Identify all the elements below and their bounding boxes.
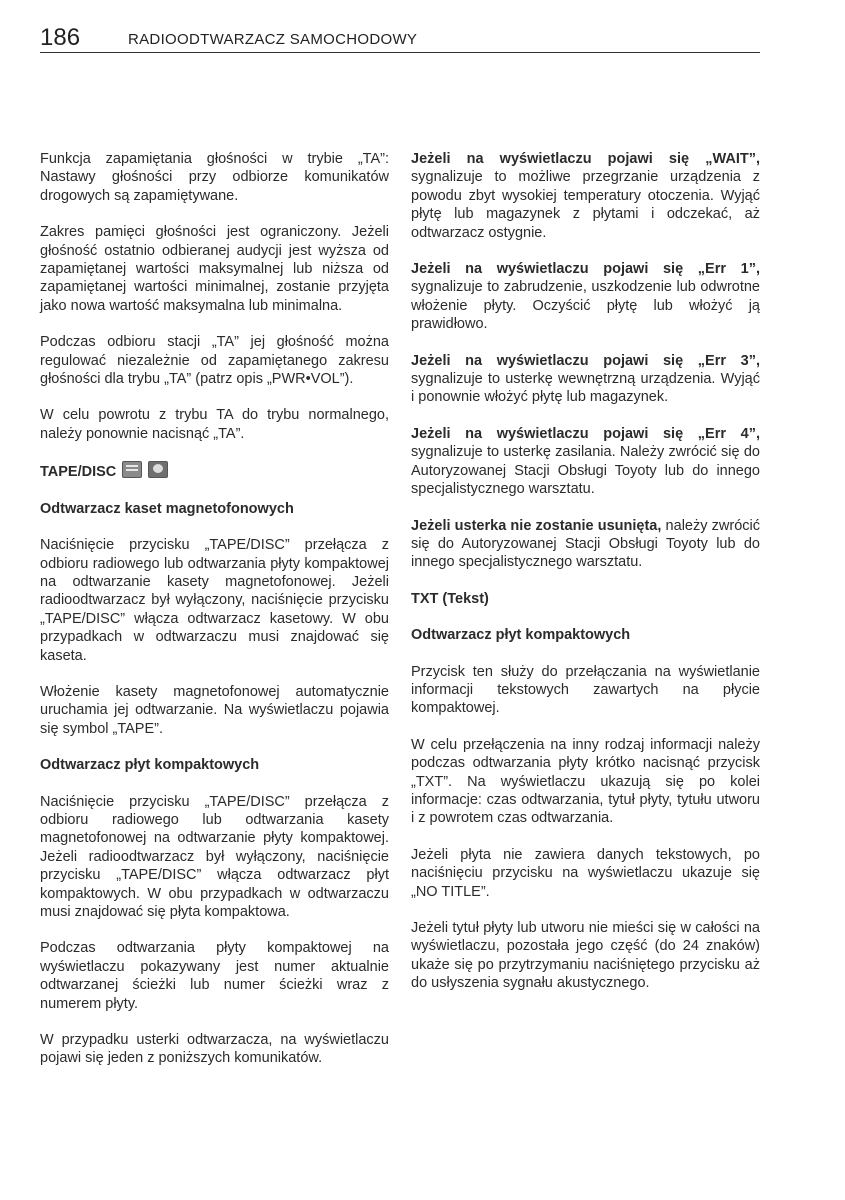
paragraph-fault-persists (411, 517, 760, 572)
paragraph-long-title: Jeżeli tytuł płyty lub utworu nie mieści się w całości na wyświetlaczu, pozostała jego część (do 24 znaków) ukaże się po przytrzymaniu naciśniętego przycisku aż do usłyszenia sygnału akustycznego. (411, 920, 760, 992)
heading-txt: TXT (Tekst) (411, 590, 489, 607)
err3-body: sygnalizuje to usterkę wewnętrzną urządzenia. Wyjąć i ponownie włożyć płytę lub magazynek. (411, 371, 760, 406)
page-number: 186 (40, 24, 81, 51)
paragraph-no-title: Jeżeli płyta nie zawiera danych tekstowych, po naciśnięciu przycisku na wyświetlaczu ukazuje się „NO TITLE”. (411, 846, 760, 900)
err1-lead: Jeżeli na wyświetlaczu pojawi się „Err 1”, (411, 261, 760, 278)
paragraph-tape-insert: Włożenie kasety magnetofonowej automatycznie uruchamia jej odtwarzanie. Na wyświetlaczu pojawia się symbol „TAPE”. (40, 683, 389, 737)
page-header (40, 24, 760, 52)
tape-disc-label: TAPE/DISC (40, 464, 117, 481)
err3-lead: Jeżeli na wyświetlaczu pojawi się „Err 3”, (411, 352, 760, 369)
left-column (40, 150, 389, 1068)
wait-body: sygnalizuje to możliwe przegrzanie urządzenia z powodu zbyt wysokiej temperatury otoczenia. Wyjąć płytę lub magazynek z płytami i odczekać, aż odtwarzacz ostygnie. (411, 169, 760, 241)
fault-lead: Jeżeli usterka nie zostanie usunięta, (411, 517, 662, 534)
paragraph-err4 (411, 425, 760, 499)
header-title: RADIOODTWARZACZ SAMOCHODOWY (128, 31, 418, 48)
paragraph-txt-cycle: W celu przełączenia na inny rodzaj informacji należy podczas odtwarzania płyty krótko nacisnąć przycisk „TXT”. Na wyświetlaczu ukazują się po kolei informacje: czas odtwarzania, tytuł płyty, tytułu utworu i z powrotem czas odtwarzania. (411, 736, 760, 827)
header-rule (40, 52, 760, 53)
paragraph-cd-track-display: Podczas odtwarzania płyty kompaktowej na wyświetlaczu pokazywany jest numer aktualnie odtwarzanej ścieżki lub numer ścieżki wraz z numerem płyty. (40, 940, 389, 1012)
paragraph-wait (411, 150, 760, 242)
err4-body: sygnalizuje to usterkę zasilania. Należy zwrócić się do Autoryzowanej Stacji Obsługi Toyoty lub do innego specjalistycznego warsztatu. (411, 444, 760, 498)
paragraph-ta-volume-memory: Funkcja zapamiętania głośności w trybie „TA”: Nastawy głośności przy odbiorze komunikatów drogowych są zapamiętywane. (40, 151, 389, 204)
paragraph-err1 (411, 260, 760, 334)
err4-lead: Jeżeli na wyświetlaczu pojawi się „Err 4”, (411, 425, 760, 442)
disc-button-icon (148, 461, 168, 478)
heading-cd-player-txt: Odtwarzacz płyt kompaktowych (411, 627, 631, 644)
heading-cassette-player: Odtwarzacz kaset magnetofonowych (40, 500, 294, 517)
tape-disc-heading (40, 461, 389, 481)
paragraph-tape-switch: Naciśnięcie przycisku „TAPE/DISC” przełącza z odbioru radiowego lub odtwarzania płyty kompaktowej na odtwarzanie kasety magnetofonowej. Jeżeli radioodtwarzacz był wyłączony, naciśnięcie przycisku „TAPE/DISC” włącza odtwarzacz kasetowy. W obu przypadkach w odtwarzaczu musi znajdować się kaseta. (40, 537, 389, 664)
paragraph-ta-return: W celu powrotu z trybu TA do trybu normalnego, należy ponownie nacisnąć „TA”. (40, 407, 389, 442)
paragraph-cd-switch: Naciśnięcie przycisku „TAPE/DISC” przełącza z odbioru radiowego lub odtwarzania kasety magnetofonowej na odtwarzanie płyty kompaktowej. Jeżeli radioodtwarzacz był wyłączony, naciśnięcie przycisku „TAPE/DISC” włącza odtwarzacz płyt kompaktowych. W obu przypadkach w odtwarzaczu musi znajdować się płyta kompaktowa. (40, 793, 389, 920)
fault-body: należy zwrócić się do Autoryzowanej Stacji Obsługi Toyoty lub do innego specjalistycznego warsztatu. (411, 517, 760, 571)
paragraph-volume-range: Zakres pamięci głośności jest ograniczony. Jeżeli głośność ostatnio odbieranej audycji jest wyższa od zapamiętanej wartości maksymalnej lub niższa od zapamiętanej wartości minimalnej, zostanie przyjęta jako nowa wartość maksymalna lub minimalna. (40, 224, 389, 314)
right-column (411, 150, 760, 993)
wait-lead: Jeżeli na wyświetlaczu pojawi się „WAIT”, (411, 151, 760, 167)
paragraph-txt-purpose: Przycisk ten służy do przełączania na wyświetlanie informacji tekstowych zawartych na płycie kompaktowej. (411, 663, 760, 717)
paragraph-player-fault: W przypadku usterki odtwarzacza, na wyświetlaczu pojawi się jeden z poniższych komunikatów. (40, 1032, 389, 1067)
heading-cd-player: Odtwarzacz płyt kompaktowych (40, 757, 260, 774)
paragraph-err3 (411, 352, 760, 407)
err1-body: sygnalizuje to zabrudzenie, uszkodzenie lub odwrotne włożenie płyty. Oczyścić płytę lub włożyć ją prawidłowo. (411, 279, 760, 333)
paragraph-ta-volume-adjust: Podczas odbioru stacji „TA” jej głośność można regulować niezależnie od zapamiętanego zakresu głośności dla trybu „TA” (patrz opis „PWR•VOL”). (40, 334, 389, 388)
tape-button-icon (122, 461, 142, 478)
